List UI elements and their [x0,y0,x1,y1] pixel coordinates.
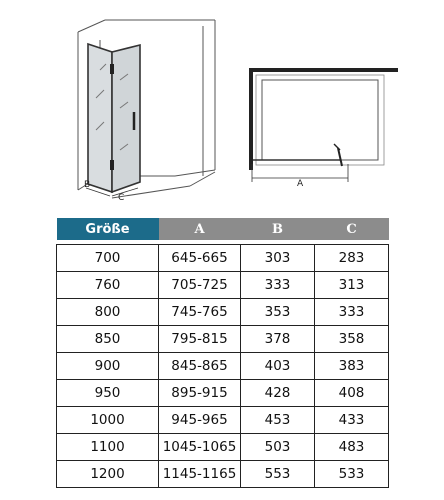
cell-size: 1100 [57,434,159,461]
shower-door-diagram [0,0,444,210]
cell-a: 795-815 [159,326,241,353]
cell-b: 403 [241,353,315,380]
cell-b: 353 [241,299,315,326]
cell-b: 503 [241,434,315,461]
cell-c: 433 [315,407,389,434]
table-row [57,353,389,380]
header-size: Größe [57,218,159,240]
cell-size: 760 [57,272,159,299]
table-row [57,299,389,326]
header-c: C [315,218,389,240]
cell-b: 453 [241,407,315,434]
cell-b: 378 [241,326,315,353]
cell-c: 283 [315,245,389,272]
cell-c: 333 [315,299,389,326]
cell-c: 358 [315,326,389,353]
cell-a: 645-665 [159,245,241,272]
cell-size: 850 [57,326,159,353]
header-a: A [159,218,241,240]
cell-a: 1045-1065 [159,434,241,461]
table-row [57,326,389,353]
table-row [57,245,389,272]
table-row [57,461,389,488]
cell-size: 800 [57,299,159,326]
cell-b: 428 [241,380,315,407]
cell-b: 333 [241,272,315,299]
cell-c: 483 [315,434,389,461]
cell-size: 900 [57,353,159,380]
table-row [57,434,389,461]
size-table [56,218,389,488]
cell-a: 845-865 [159,353,241,380]
cell-c: 533 [315,461,389,488]
table-header-row [57,218,389,240]
cell-size: 950 [57,380,159,407]
label-b: B [84,180,91,190]
cell-size: 700 [57,245,159,272]
cell-c: 383 [315,353,389,380]
table-row [57,380,389,407]
cell-a: 1145-1165 [159,461,241,488]
label-c: C [118,193,125,203]
cell-a: 745-765 [159,299,241,326]
plan-view [249,68,398,170]
cell-a: 895-915 [159,380,241,407]
cell-size: 1200 [57,461,159,488]
cell-c: 313 [315,272,389,299]
cell-a: 705-725 [159,272,241,299]
header-b: B [241,218,315,240]
cell-b: 553 [241,461,315,488]
label-a: A [297,179,304,189]
cell-c: 408 [315,380,389,407]
cell-a: 945-965 [159,407,241,434]
table-row [57,407,389,434]
bifold-door-panels [88,44,140,192]
table-row [57,272,389,299]
cell-size: 1000 [57,407,159,434]
cell-b: 303 [241,245,315,272]
